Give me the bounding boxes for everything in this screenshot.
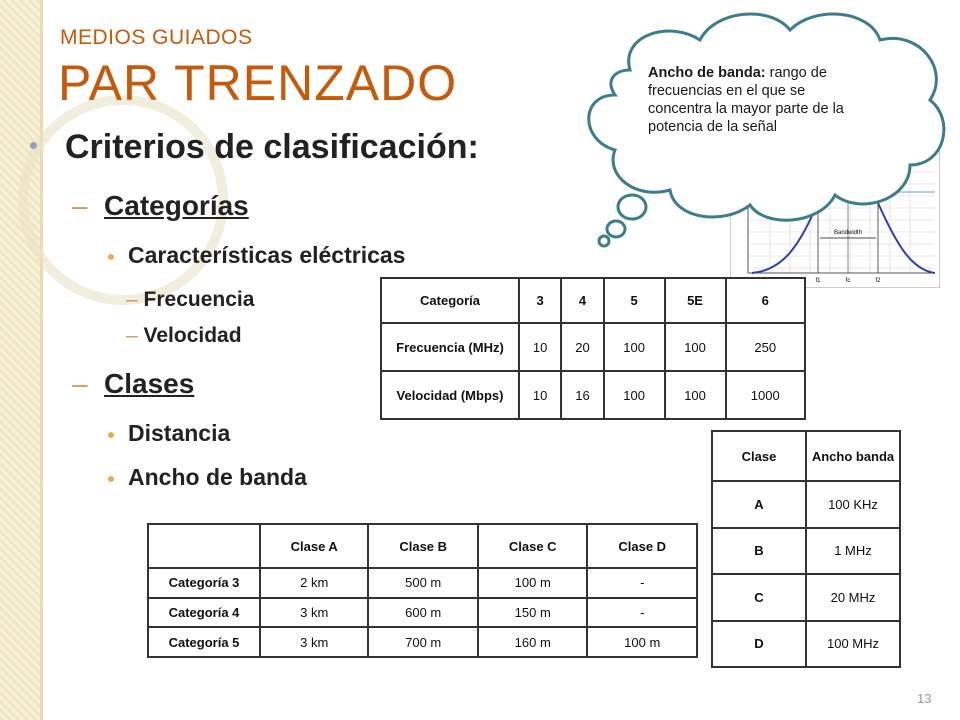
bullet-dot-icon [30, 142, 37, 149]
table-cell: 1000 [726, 371, 806, 419]
cloud-bubble-large [618, 195, 646, 219]
row-header-cell: Velocidad (Mbps) [381, 371, 519, 419]
header-cell: Clase A [260, 524, 368, 568]
table-cell: 16 [561, 371, 603, 419]
row-header-cell: Frecuencia (MHz) [381, 323, 519, 371]
bandwidth-label: Bandwidth [833, 230, 863, 236]
bullet-dot-icon [108, 432, 114, 438]
header-cell: Categoría [381, 278, 519, 323]
table-clase-ancho [711, 430, 901, 668]
fc-label: fc [845, 278, 851, 284]
bullet-frecuencia [126, 288, 254, 312]
bullet-ancho-banda-text: Ancho de banda [128, 464, 307, 490]
row-header-cell: C [712, 574, 806, 621]
header-cell: Clase D [587, 524, 697, 568]
table-cell: 10 [519, 323, 561, 371]
header-cell: 5 [604, 278, 665, 323]
bullet-caracteristicas [108, 242, 405, 269]
header-cell: Ancho banda [806, 431, 900, 481]
bullet-frecuencia-text: Frecuencia [143, 288, 255, 311]
table-header-row [381, 278, 805, 323]
table-cell: 20 [561, 323, 603, 371]
bullet-velocidad-text: Velocidad [143, 324, 242, 347]
bullet-dot-icon [108, 254, 114, 260]
bullet-distancia [108, 420, 230, 447]
table-header-row [712, 431, 900, 481]
table-cell: 700 m [368, 627, 478, 657]
table-cell: 100 [604, 371, 665, 419]
table-cell: 3 km [260, 598, 368, 628]
cloud-term: Ancho de banda: [648, 65, 766, 81]
bullet-clases [72, 368, 194, 400]
header-cell: Clase [712, 431, 806, 481]
slide-kicker: MEDIOS GUIADOS [60, 26, 253, 49]
table-row [712, 528, 900, 575]
table-row [148, 598, 697, 628]
table-cell: 100 m [478, 568, 588, 598]
table-distancia [147, 523, 698, 658]
bullet-velocidad [126, 324, 242, 348]
slide-title: PAR TRENZADO [58, 55, 458, 111]
table-row [148, 568, 697, 598]
table-cell: 100 [604, 323, 665, 371]
bullet-categorias [72, 190, 249, 222]
table-cell: 600 m [368, 598, 478, 628]
row-header-cell: Categoría 4 [148, 598, 260, 628]
cloud-bubble-small [599, 236, 609, 246]
left-decorative-band [0, 0, 40, 720]
table-cell: 100 MHz [806, 621, 900, 668]
bullet-criterios [30, 128, 479, 167]
table-cell: 160 m [478, 627, 588, 657]
table-row [712, 621, 900, 668]
table-row [712, 574, 900, 621]
table-cell: - [587, 568, 697, 598]
dash-icon: – [72, 368, 88, 399]
table-header-row [148, 524, 697, 568]
header-cell: Clase B [368, 524, 478, 568]
f2-label: f2 [875, 278, 881, 284]
table-row [712, 481, 900, 528]
bullet-clases-text: Clases [104, 368, 195, 399]
table-cell: 100 [665, 323, 726, 371]
header-cell: 5E [665, 278, 726, 323]
header-cell: 3 [519, 278, 561, 323]
bullet-distancia-text: Distancia [128, 420, 231, 446]
table-cell: - [587, 598, 697, 628]
table-cell: 1 MHz [806, 528, 900, 575]
table-row [148, 627, 697, 657]
cloud-bubble-medium [607, 221, 625, 237]
row-header-cell: Categoría 3 [148, 568, 260, 598]
dash-icon: – [126, 288, 138, 311]
row-header-cell: D [712, 621, 806, 668]
table-cell: 100 m [587, 627, 697, 657]
bullet-criterios-text: Criterios de clasificación: [65, 128, 479, 166]
bullet-dot-icon [108, 476, 114, 482]
table-cell: 3 km [260, 627, 368, 657]
row-header-cell: Categoría 5 [148, 627, 260, 657]
table-cell: 250 [726, 323, 806, 371]
table-cell: 100 KHz [806, 481, 900, 528]
bullet-ancho-banda [108, 464, 307, 491]
header-cell: 6 [726, 278, 806, 323]
table-categoria [380, 277, 806, 420]
page-number: 13 [917, 691, 932, 706]
table-cell: 100 [665, 371, 726, 419]
table-cell: 10 [519, 371, 561, 419]
header-cell [148, 524, 260, 568]
cloud-text [648, 64, 866, 136]
cloud-definition: rango de frecuencias en el que se concentra la mayor parte de la potencia de la señal [648, 65, 844, 135]
header-cell: Clase C [478, 524, 588, 568]
bullet-caracteristicas-text: Características eléctricas [128, 242, 406, 268]
bullet-categorias-text: Categorías [104, 190, 249, 221]
table-row [381, 323, 805, 371]
row-header-cell: B [712, 528, 806, 575]
f1-label: f1 [815, 278, 821, 284]
table-cell: 150 m [478, 598, 588, 628]
table-row [381, 371, 805, 419]
dash-icon: – [126, 324, 138, 347]
dash-icon: – [72, 190, 88, 221]
band-edge [40, 0, 43, 720]
header-cell: 4 [561, 278, 603, 323]
table-cell: 500 m [368, 568, 478, 598]
row-header-cell: A [712, 481, 806, 528]
table-cell: 20 MHz [806, 574, 900, 621]
table-cell: 2 km [260, 568, 368, 598]
